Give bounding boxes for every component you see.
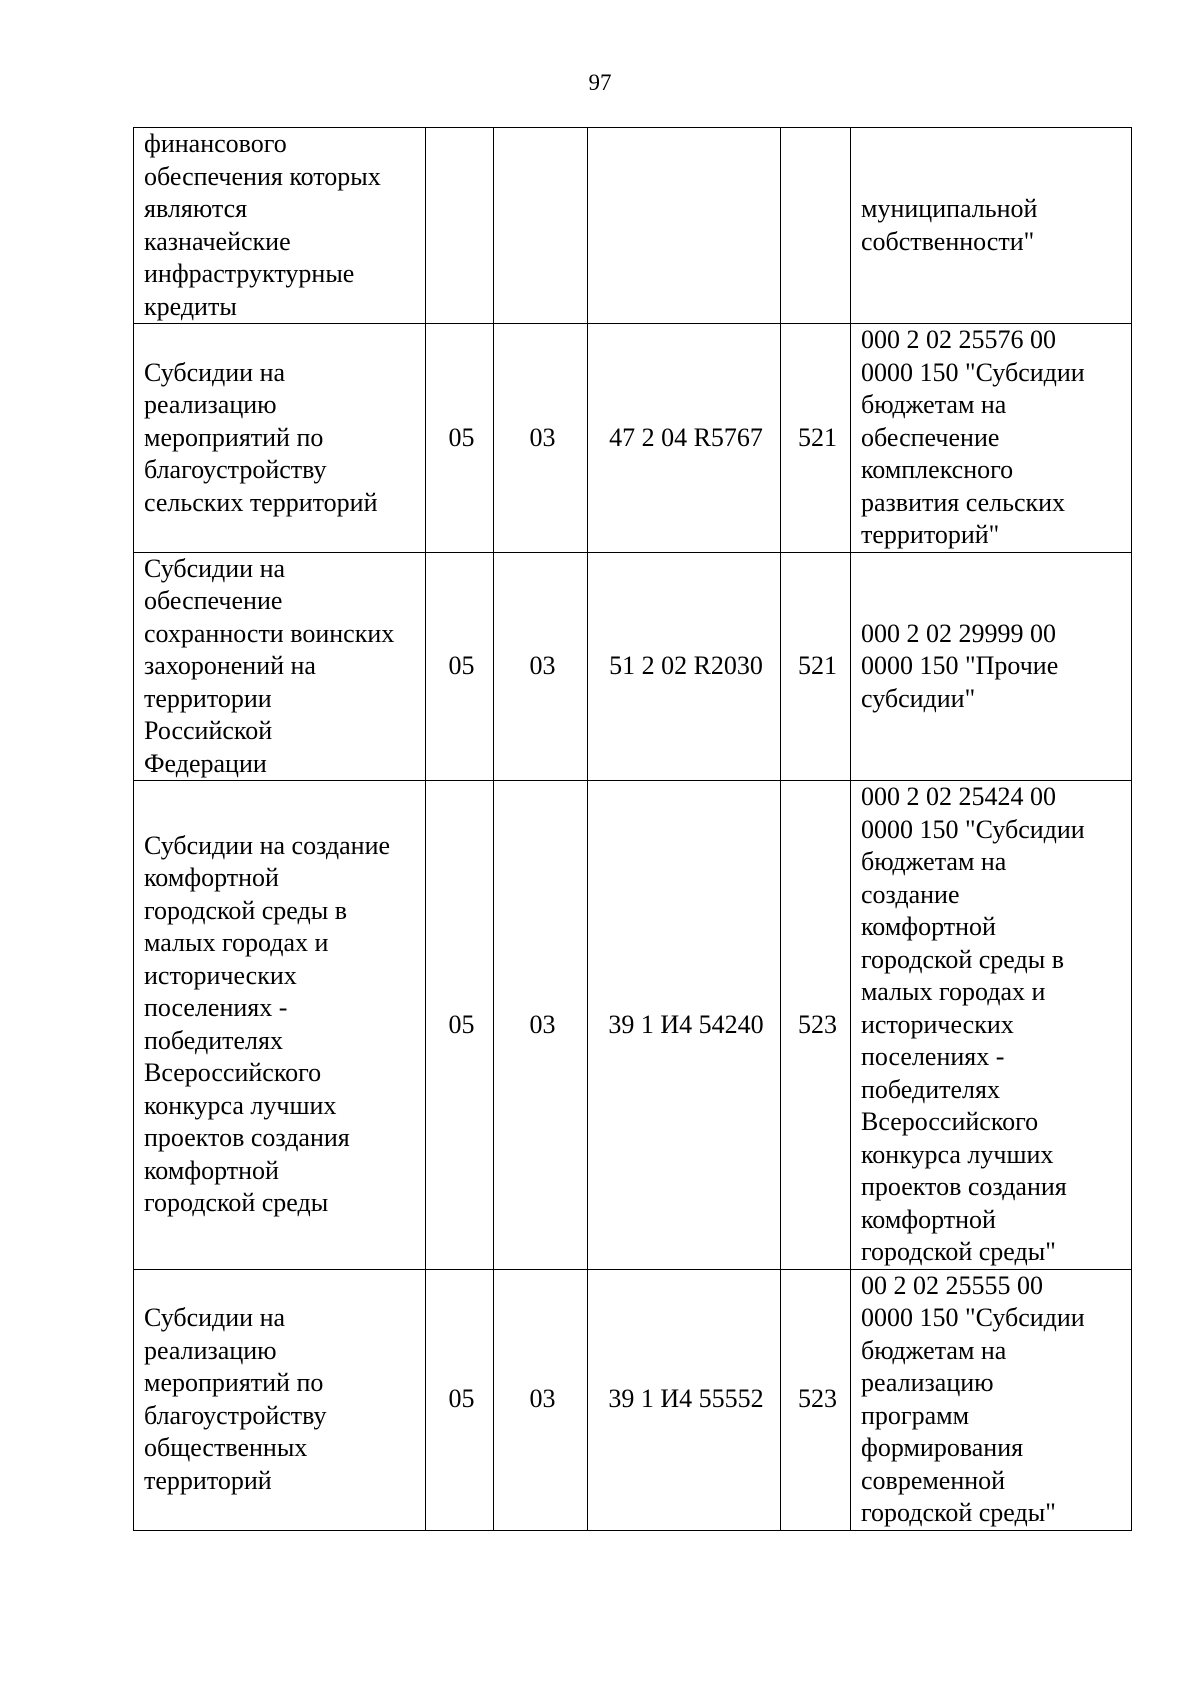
row-name-cell	[134, 552, 426, 781]
expense-type: 521	[798, 651, 837, 680]
subsection-code: 03	[529, 1384, 556, 1414]
income-code-cell	[851, 552, 1132, 781]
target-article: 39 1 И4 55552	[608, 1384, 764, 1414]
table-row	[134, 128, 1132, 324]
budget-table	[133, 127, 1132, 1531]
row-name-cell	[134, 324, 426, 553]
target-article: 47 2 04 R5767	[609, 422, 763, 452]
subsection-code: 03	[529, 422, 556, 452]
table-row	[134, 1269, 1132, 1530]
page-number: 97	[588, 70, 612, 95]
income-code: 000 2 02 29999 00 0000 150 "Прочие субсидии"	[861, 618, 1059, 713]
section-cell	[426, 1269, 494, 1530]
table-row	[134, 781, 1132, 1270]
row-name-cell	[134, 781, 426, 1270]
income-code-cell	[851, 1269, 1132, 1530]
expense-type-cell	[781, 552, 851, 781]
section-cell	[426, 324, 494, 553]
expense-type-cell	[781, 781, 851, 1270]
section-code: 05	[448, 1384, 475, 1414]
income-code-cell	[851, 781, 1132, 1270]
subsection-cell	[494, 128, 588, 324]
target-article: 51 2 02 R2030	[609, 651, 763, 680]
table-row	[134, 552, 1132, 781]
expense-type-cell	[781, 1269, 851, 1530]
section-cell	[426, 781, 494, 1270]
expense-type-cell	[781, 128, 851, 324]
income-code-cell	[851, 324, 1132, 553]
subsection-code: 03	[529, 1009, 556, 1039]
target-article-cell	[588, 128, 781, 324]
section-code: 05	[448, 651, 475, 680]
target-article-cell	[588, 552, 781, 781]
section-cell	[426, 128, 494, 324]
section-code: 05	[448, 422, 475, 452]
income-code: 000 2 02 25576 00 0000 150 "Субсидии бюджетам на обеспечение комплексного развития сельских территорий"	[861, 325, 1085, 549]
expense-type: 523	[798, 1384, 837, 1414]
income-code: муниципальной собственности"	[861, 194, 1038, 256]
expense-type-cell	[781, 324, 851, 553]
subsection-cell	[494, 1269, 588, 1530]
subsection-code: 03	[529, 651, 556, 680]
section-code: 05	[448, 1009, 475, 1039]
target-article-cell	[588, 781, 781, 1270]
row-name: Субсидии на создание комфортной городской среды в малых городах и исторических поселениях - победителях Всероссийского конкурса лучших проектов создания комфортной городской среды	[144, 830, 391, 1218]
income-code-cell	[851, 128, 1132, 324]
row-name: Субсидии на реализацию мероприятий по благоустройству сельских территорий	[144, 357, 378, 517]
row-name: Субсидии на реализацию мероприятий по благоустройству общественных территорий	[144, 1303, 327, 1495]
section-cell	[426, 552, 494, 781]
expense-type: 521	[798, 422, 837, 452]
income-code: 00 2 02 25555 00 0000 150 "Субсидии бюджетам на реализацию программ формирования современной городской среды"	[861, 1270, 1085, 1527]
target-article: 39 1 И4 54240	[608, 1009, 764, 1039]
target-article-cell	[588, 1269, 781, 1530]
income-code: 000 2 02 25424 00 0000 150 "Субсидии бюджетам на создание комфортной городской среды в малых городах и исторических поселениях - победителях Всероссийского конкурса лучших проектов создания комфортной городской среды"	[861, 782, 1085, 1266]
expense-type: 523	[798, 1009, 837, 1039]
target-article-cell	[588, 324, 781, 553]
row-name: Субсидии на обеспечение сохранности воинских захоронений на территории Российской Федерации	[144, 553, 395, 778]
subsection-cell	[494, 324, 588, 553]
row-name-cell	[134, 128, 426, 324]
row-name-cell	[134, 1269, 426, 1530]
table-row	[134, 324, 1132, 553]
row-name: финансового обеспечения которых являются казначейские инфраструктурные кредиты	[144, 129, 381, 321]
subsection-cell	[494, 552, 588, 781]
subsection-cell	[494, 781, 588, 1270]
